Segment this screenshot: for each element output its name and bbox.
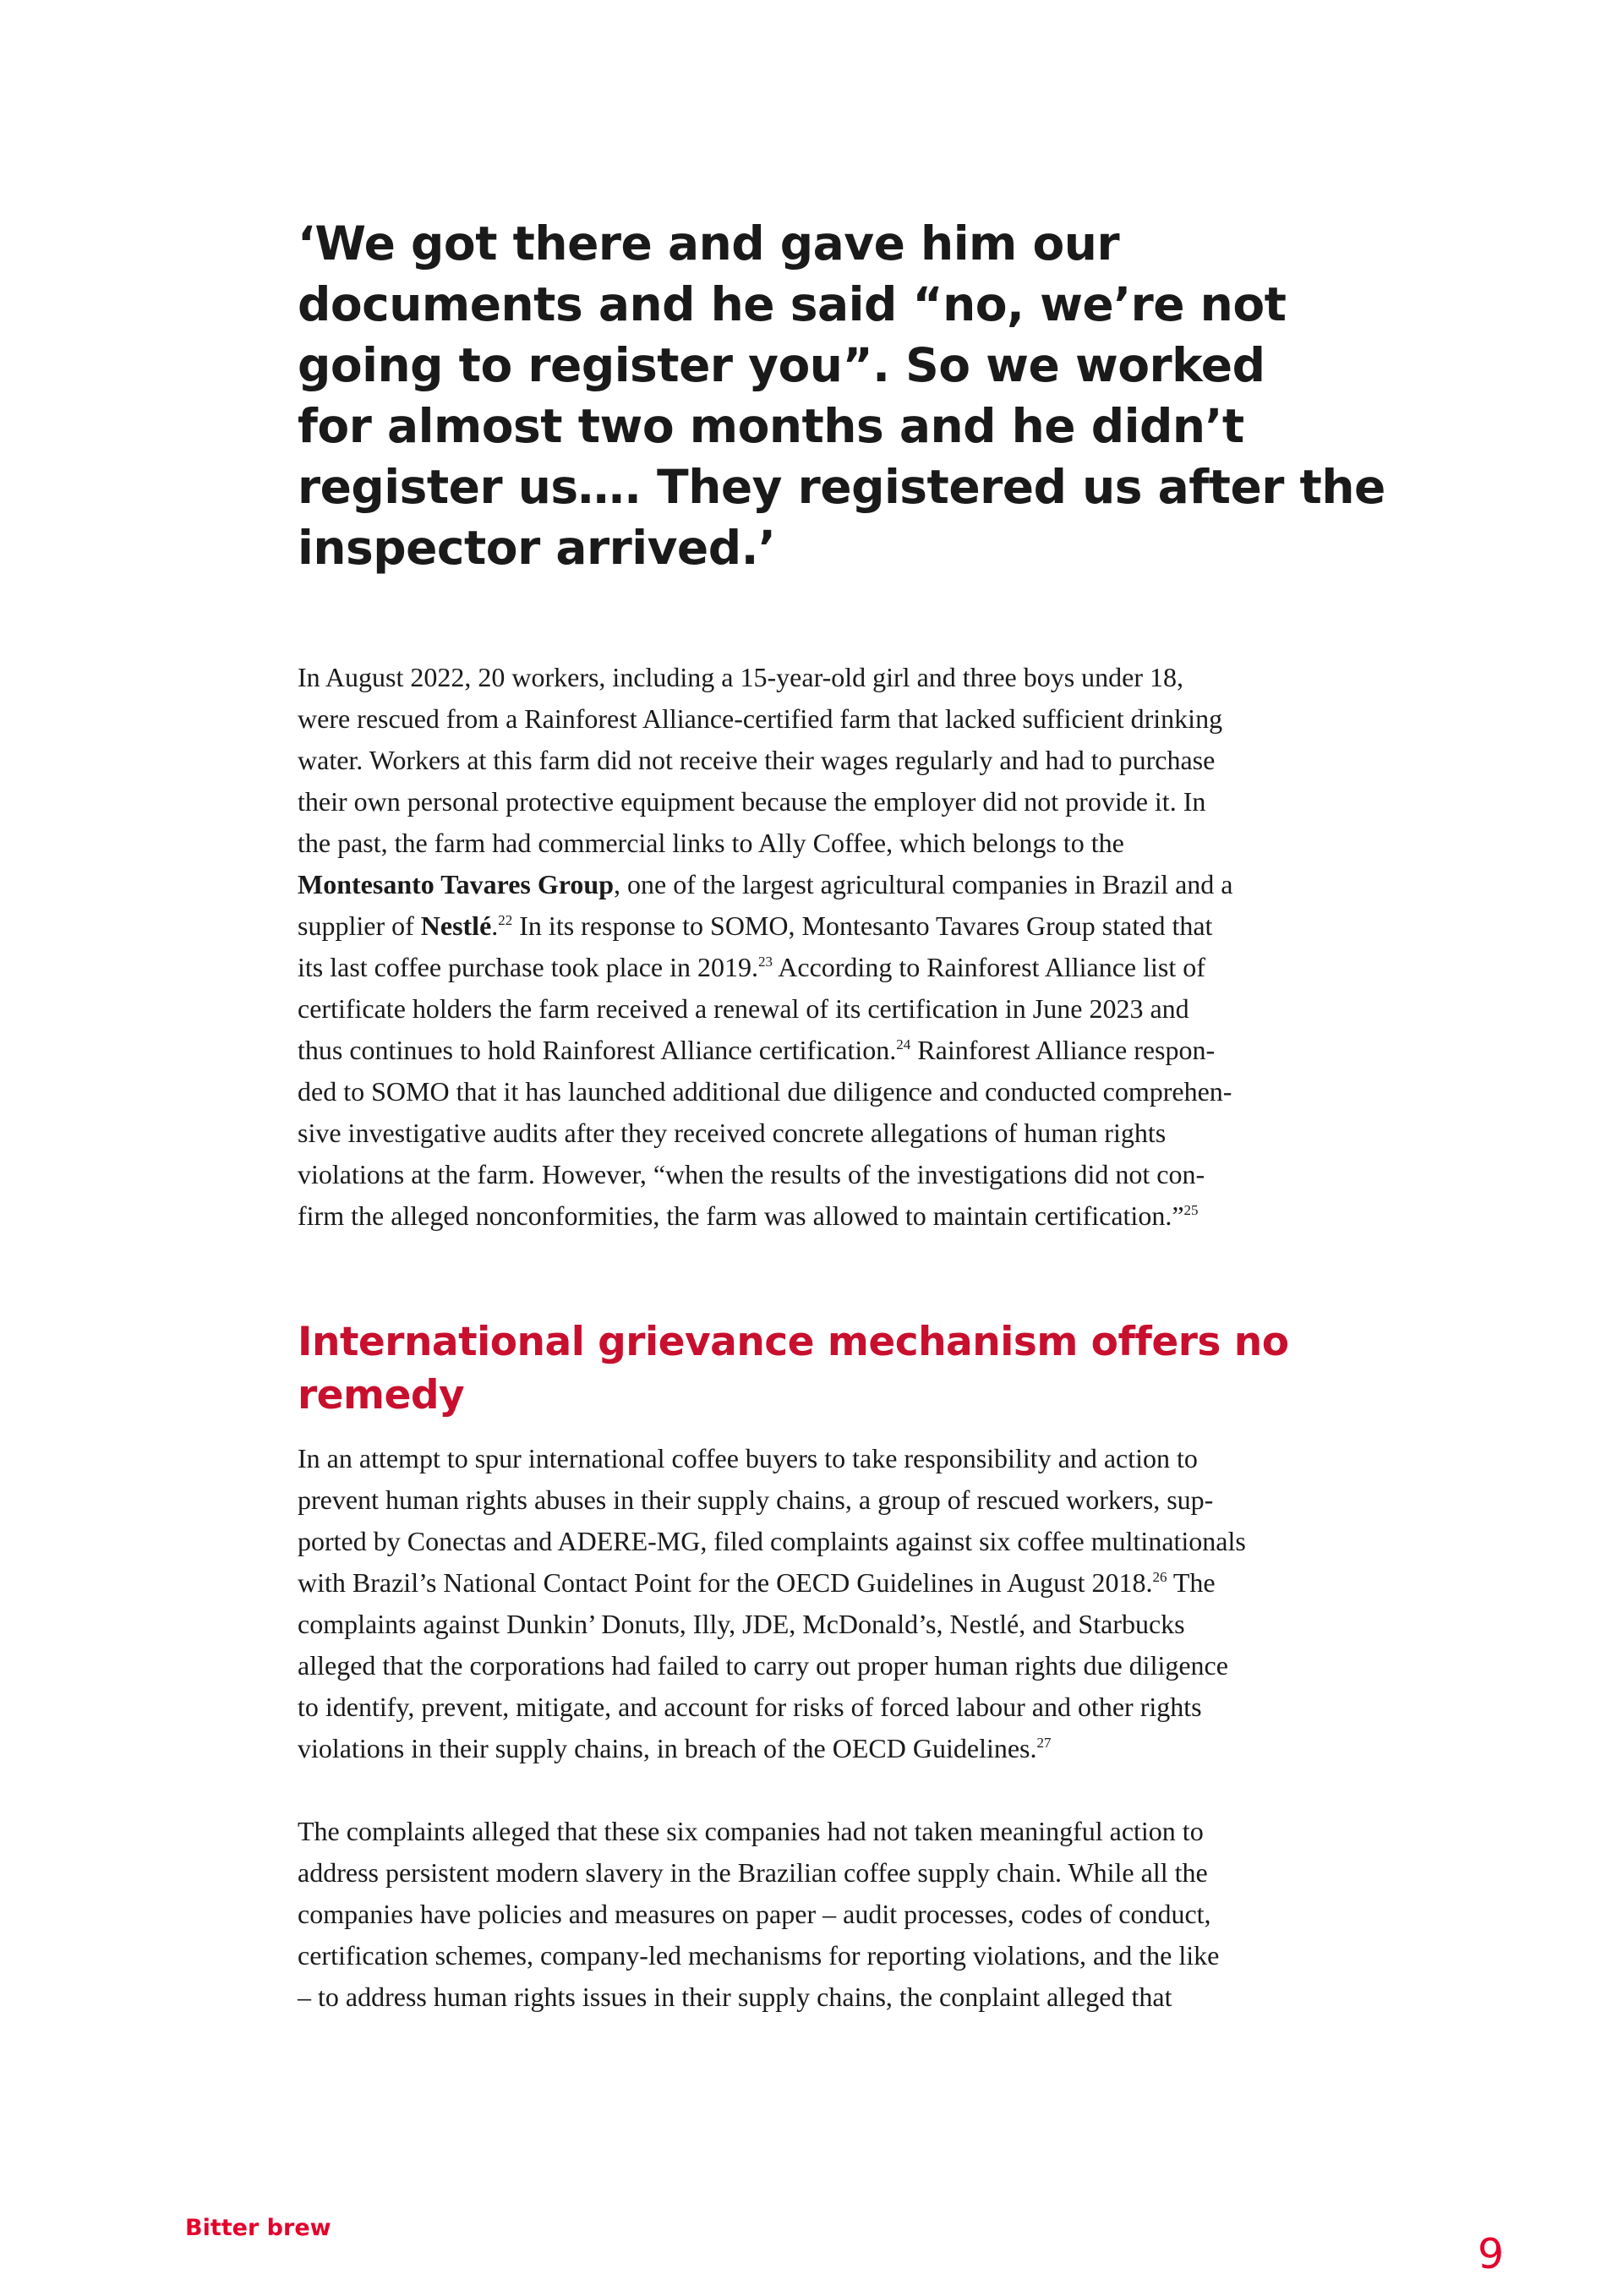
text-line: alleged that the corporations had failed to carry out proper human rights due diligence	[298, 1650, 1228, 1681]
text-line: violations at the farm. However, “when the results of the investigations did not con-	[298, 1159, 1205, 1189]
quote-line: inspector arrived.’	[298, 521, 776, 575]
quote-line: ‘We got there and gave him our	[298, 216, 1120, 271]
company-name-bold: Nestlé	[420, 910, 492, 941]
text-line: Montesanto Tavares Group, one of the largest agricultural companies in Brazil and a	[298, 869, 1233, 899]
heading-line: remedy	[298, 1372, 465, 1419]
text-line: water. Workers at this farm did not receive their wages regularly and had to purchase	[298, 745, 1216, 775]
footnote-ref[interactable]: 25	[1183, 1202, 1199, 1218]
text-line: thus continues to hold Rainforest Alliance certification.$^{24}$ Rainforest Alliance respon-	[298, 1035, 1216, 1065]
text-line: In an attempt to spur international coffee buyers to take responsibility and action to	[298, 1443, 1198, 1473]
text-line: their own personal protective equipment because the employer did not provide it. In	[298, 786, 1206, 817]
text-line: were rescued from a Rainforest Alliance-certified farm that lacked sufficient drinking	[298, 703, 1223, 734]
text-line: violations in their supply chains, in breach of the OECD Guidelines.$^{27}$	[298, 1733, 1052, 1763]
paragraph-complaint-allegations	[298, 1811, 1396, 2018]
text-line: to identify, prevent, mitigate, and account for risks of forced labour and other rights	[298, 1692, 1202, 1722]
text-line: sive investigative audits after they received concrete allegations of human rights	[298, 1118, 1167, 1148]
text-line: ded to SOMO that it has launched additional due diligence and conducted comprehen-	[298, 1076, 1232, 1107]
quote-line: going to register you”. So we worked	[298, 338, 1265, 392]
quote-line: documents and he said “no, we’re not	[298, 277, 1287, 331]
text-line: prevent human rights abuses in their supply chains, a group of rescued workers, sup-	[298, 1484, 1214, 1515]
text-line: ported by Conectas and ADERE-MG, filed complaints against six coffee multinationals	[298, 1526, 1246, 1556]
text-line: complaints against Dunkin’ Donuts, Illy, JDE, McDonald’s, Nestlé, and Starbucks	[298, 1609, 1185, 1639]
quote-line: register us…. They registered us after the	[298, 460, 1385, 514]
footnote-ref[interactable]: 22	[498, 912, 513, 928]
heading-line: International grievance mechanism offers no	[298, 1319, 1289, 1365]
footer-report-title: Bitter brew	[185, 2215, 331, 2241]
text-line: The complaints alleged that these six companies had not taken meaningful action to	[298, 1816, 1204, 1846]
text-line: address persistent modern slavery in the Brazilian coffee supply chain. While all the	[298, 1857, 1208, 1888]
paragraph-oecd-complaints	[298, 1438, 1396, 1769]
text-line: the past, the farm had commercial links to Ally Coffee, which belongs to the	[298, 828, 1124, 858]
footnote-ref[interactable]: 27	[1036, 1735, 1052, 1751]
paragraph-rescued-workers	[298, 657, 1396, 1237]
footnote-ref[interactable]: 23	[758, 954, 773, 970]
text-line: firm the alleged nonconformities, the farm was allowed to maintain certification.”$^{25}$	[298, 1200, 1199, 1231]
text-line: – to address human rights issues in their supply chains, the conplaint alleged that	[298, 1982, 1172, 2012]
footnote-ref[interactable]: 26	[1152, 1569, 1167, 1585]
text-line: supplier of Nestlé.$^{22}$ In its response to SOMO, Montesanto Tavares Group stated that	[298, 910, 1213, 941]
text-line: certification schemes, company-led mechanisms for reporting violations, and the like	[298, 1940, 1220, 1971]
text-line: certificate holders the farm received a renewal of its certification in June 2023 and	[298, 993, 1189, 1024]
company-name-bold: Montesanto Tavares Group	[298, 869, 614, 899]
text-line: with Brazil’s National Contact Point for the OECD Guidelines in August 2018.26 The	[298, 1567, 1216, 1598]
pull-quote	[298, 213, 1396, 578]
quote-line: for almost two months and he didn’t	[298, 399, 1244, 453]
text-line: In August 2022, 20 workers, including a 15-year-old girl and three boys under 18,	[298, 662, 1184, 692]
text-line: companies have policies and measures on paper – audit processes, codes of conduct,	[298, 1899, 1211, 1929]
page-number: 9	[1478, 2230, 1505, 2278]
footnote-ref[interactable]: 24	[896, 1036, 911, 1052]
text-line: its last coffee purchase took place in 2019.23 According to Rainforest Alliance list of	[298, 952, 1205, 982]
section-heading	[298, 1315, 1396, 1422]
